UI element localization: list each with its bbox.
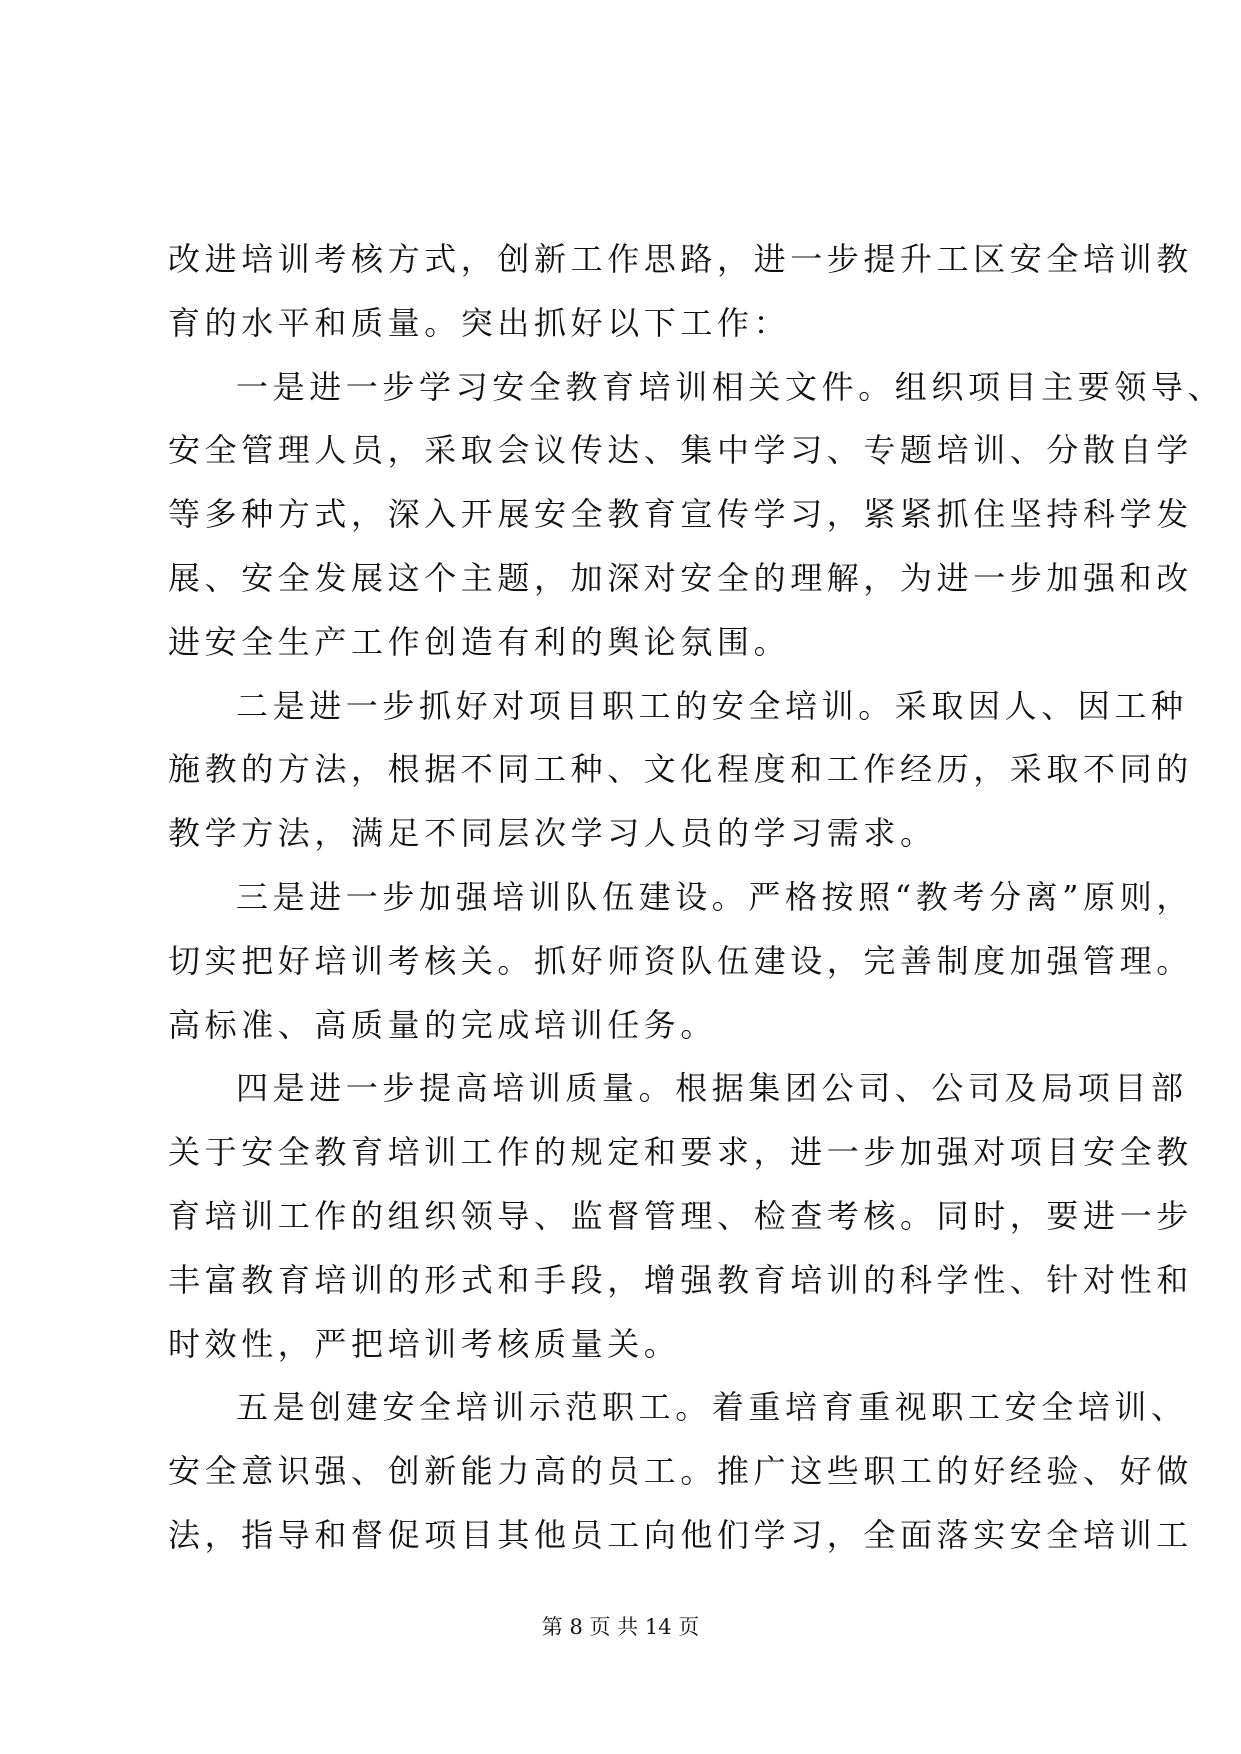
text-line: 展、安全发展这个主题，加深对安全的理解，为进一步加强和改	[168, 558, 1193, 597]
paragraph-first-line: 二是进一步抓好对项目职工的安全培训。采取因人、因工种	[236, 686, 1188, 725]
paragraph-first-line: 一是进一步学习安全教育培训相关文件。组织项目主要领导、	[236, 367, 1225, 406]
paragraph-first-line: 五是创建安全培训示范职工。着重培育重视职工安全培训、	[236, 1388, 1188, 1427]
text-line: 改进培训考核方式，创新工作思路，进一步提升工区安全培训教	[168, 240, 1193, 278]
text-line: 法，指导和督促项目其他员工向他们学习，全面落实安全培训工	[168, 1515, 1193, 1554]
text-line: 教学方法，满足不同层次学习人员的学习需求。	[168, 814, 937, 853]
page-footer: 第 8 页 共 14 页	[541, 1615, 700, 1639]
text-line: 关于安全教育培训工作的规定和要求，进一步加强对项目安全教	[168, 1133, 1193, 1172]
text-line: 育培训工作的组织领导、监督管理、检查考核。同时，要进一步	[168, 1196, 1193, 1235]
text-line: 高标准、高质量的完成培训任务。	[168, 1005, 718, 1044]
text-line: 丰富教育培训的形式和手段，增强教育培训的科学性、针对性和	[168, 1260, 1193, 1299]
text-line: 施教的方法，根据不同工种、文化程度和工作经历，采取不同的	[168, 750, 1193, 789]
text-line: 切实把好培训考核关。抓好师资队伍建设，完善制度加强管理。	[168, 941, 1193, 980]
text-line: 育的水平和质量。突出抓好以下工作：	[168, 303, 791, 342]
paragraph-first-line: 四是进一步提高培训质量。根据集团公司、公司及局项目部	[236, 1069, 1188, 1108]
text-line: 进安全生产工作创造有利的舆论氛围。	[168, 622, 791, 661]
text-line: 安全意识强、创新能力高的员工。推广这些职工的好经验、好做	[168, 1452, 1193, 1491]
paragraph-first-line: 三是进一步加强培训队伍建设。严格按照“教考分离”原则，	[236, 877, 1193, 916]
text-line: 等多种方式，深入开展安全教育宣传学习，紧紧抓住坚持科学发	[168, 495, 1193, 534]
text-line: 时效性，严把培训考核质量关。	[168, 1324, 681, 1363]
document-body	[168, 228, 1225, 1568]
text-line: 安全管理人员，采取会议传达、集中学习、专题培训、分散自学	[168, 431, 1193, 470]
